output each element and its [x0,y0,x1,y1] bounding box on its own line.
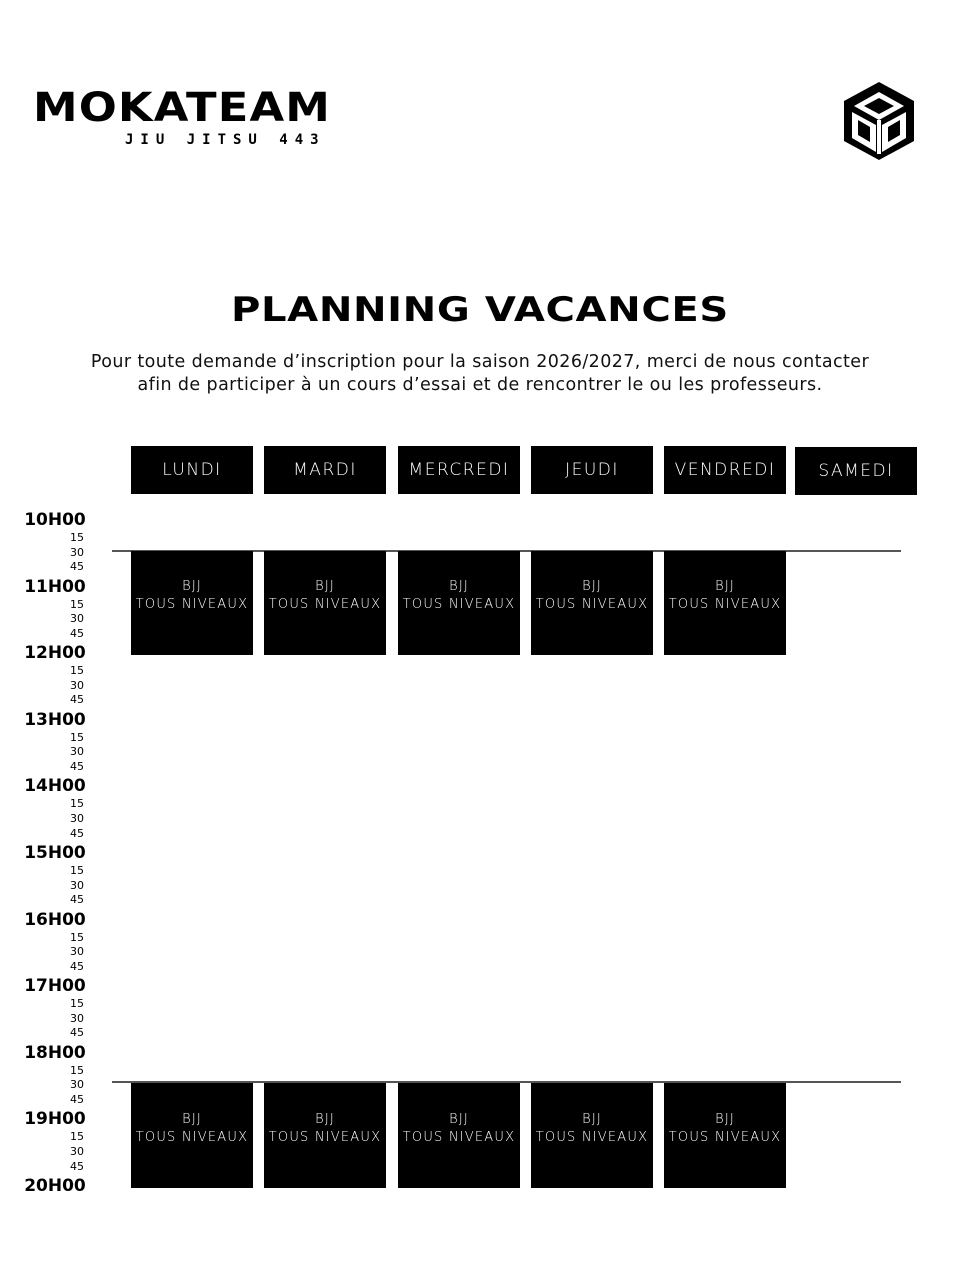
quarter-label: 30 [70,745,84,759]
session-name: BJJ [182,1111,202,1127]
quarter-label: 30 [70,1078,84,1092]
quarter-label: 15 [70,997,84,1011]
day-header-mercredi: MERCREDI [398,446,520,494]
brand-subtitle: JIU JITSU 443 [125,132,326,148]
quarter-label: 30 [70,678,84,692]
session-level: TOUS NIVEAUX [268,1129,382,1145]
session-level: TOUS NIVEAUX [135,597,249,612]
hour-label: 12H00 [24,643,86,664]
quarter-label: 15 [70,930,84,944]
session-name: BJJ [315,579,335,594]
hour-label: 16H00 [24,909,86,930]
hour-label: 10H00 [24,510,86,530]
quarter-label: 30 [70,812,84,825]
quarter-label: 15 [70,797,84,811]
session-evening-mardi [264,1083,386,1188]
hour-label: 13H00 [24,709,86,730]
intro-line-1: Pour toute demande d’inscription pour la saison 2026/2027, merci de nous contacter [90,352,870,372]
quarter-label: 45 [70,760,84,773]
quarter-label: 45 [70,693,84,707]
session-name: BJJ [449,579,469,594]
hour-label: 18H00 [24,1042,86,1063]
quarter-label: 45 [70,1026,84,1040]
quarter-label: 15 [70,730,84,744]
session-name: BJJ [582,1111,602,1127]
quarter-label: 15 [70,531,84,544]
session-level: TOUS NIVEAUX [402,1129,516,1145]
hour-label: 14H00 [24,776,86,797]
session-level: TOUS NIVEAUX [668,1129,782,1145]
hour-label: 17H00 [24,976,86,997]
session-level: TOUS NIVEAUX [668,597,782,612]
session-name: BJJ [715,1111,735,1127]
quarter-label: 30 [70,1145,84,1158]
session-level: TOUS NIVEAUX [135,1129,249,1145]
session-level: TOUS NIVEAUX [268,597,382,612]
session-name: BJJ [582,579,602,594]
quarter-label: 45 [70,1093,84,1106]
session-morning-lundi [131,551,253,655]
session-morning-mardi [264,551,386,655]
quarter-label: 15 [70,1130,84,1144]
session-level: TOUS NIVEAUX [535,1129,649,1145]
quarter-label: 45 [70,826,84,840]
quarter-label: 15 [70,1063,84,1077]
day-header-samedi: SAMEDI [795,447,917,495]
brand-name: MOKATEAM [33,85,331,131]
intro-text [40,351,920,397]
quarter-label: 15 [70,864,84,877]
hour-label: 15H00 [24,843,86,863]
day-header-mardi: MARDI [264,446,386,494]
session-morning-mercredi [398,551,520,655]
hour-label: 19H00 [24,1109,86,1130]
quarter-label: 45 [70,1159,84,1173]
session-level: TOUS NIVEAUX [402,597,516,612]
session-name: BJJ [315,1111,335,1127]
session-morning-vendredi [664,551,786,655]
session-name: BJJ [715,579,735,594]
hour-label: 11H00 [24,576,86,597]
session-morning-jeudi [531,551,653,655]
session-name: BJJ [182,579,202,594]
brand-block [33,86,378,148]
day-header-lundi: LUNDI [131,446,253,494]
day-header-vendredi: VENDREDI [664,446,786,494]
quarter-label: 45 [70,893,84,907]
session-evening-lundi [131,1083,253,1188]
quarter-label: 30 [70,545,84,559]
quarter-label: 30 [70,1011,84,1025]
session-evening-mercredi [398,1083,520,1188]
quarter-label: 45 [70,959,84,973]
quarter-label: 45 [70,560,84,574]
quarter-label: 15 [70,664,84,678]
quarter-label: 30 [70,945,84,959]
page-title: PLANNING VACANCES [231,290,729,330]
day-header-jeudi: JEUDI [531,446,653,494]
quarter-label: 30 [70,878,84,892]
session-evening-vendredi [664,1083,786,1188]
quarter-label: 15 [70,597,84,611]
quarter-label: 45 [70,626,84,640]
mokateam-logo-icon [838,80,920,162]
session-level: TOUS NIVEAUX [535,597,649,612]
session-evening-jeudi [531,1083,653,1188]
quarter-label: 30 [70,612,84,626]
intro-line-2: afin de participer à un cours d’essai et de rencontrer le ou les professeurs. [137,375,823,395]
hour-label: 20H00 [24,1176,86,1196]
session-name: BJJ [449,1111,469,1127]
